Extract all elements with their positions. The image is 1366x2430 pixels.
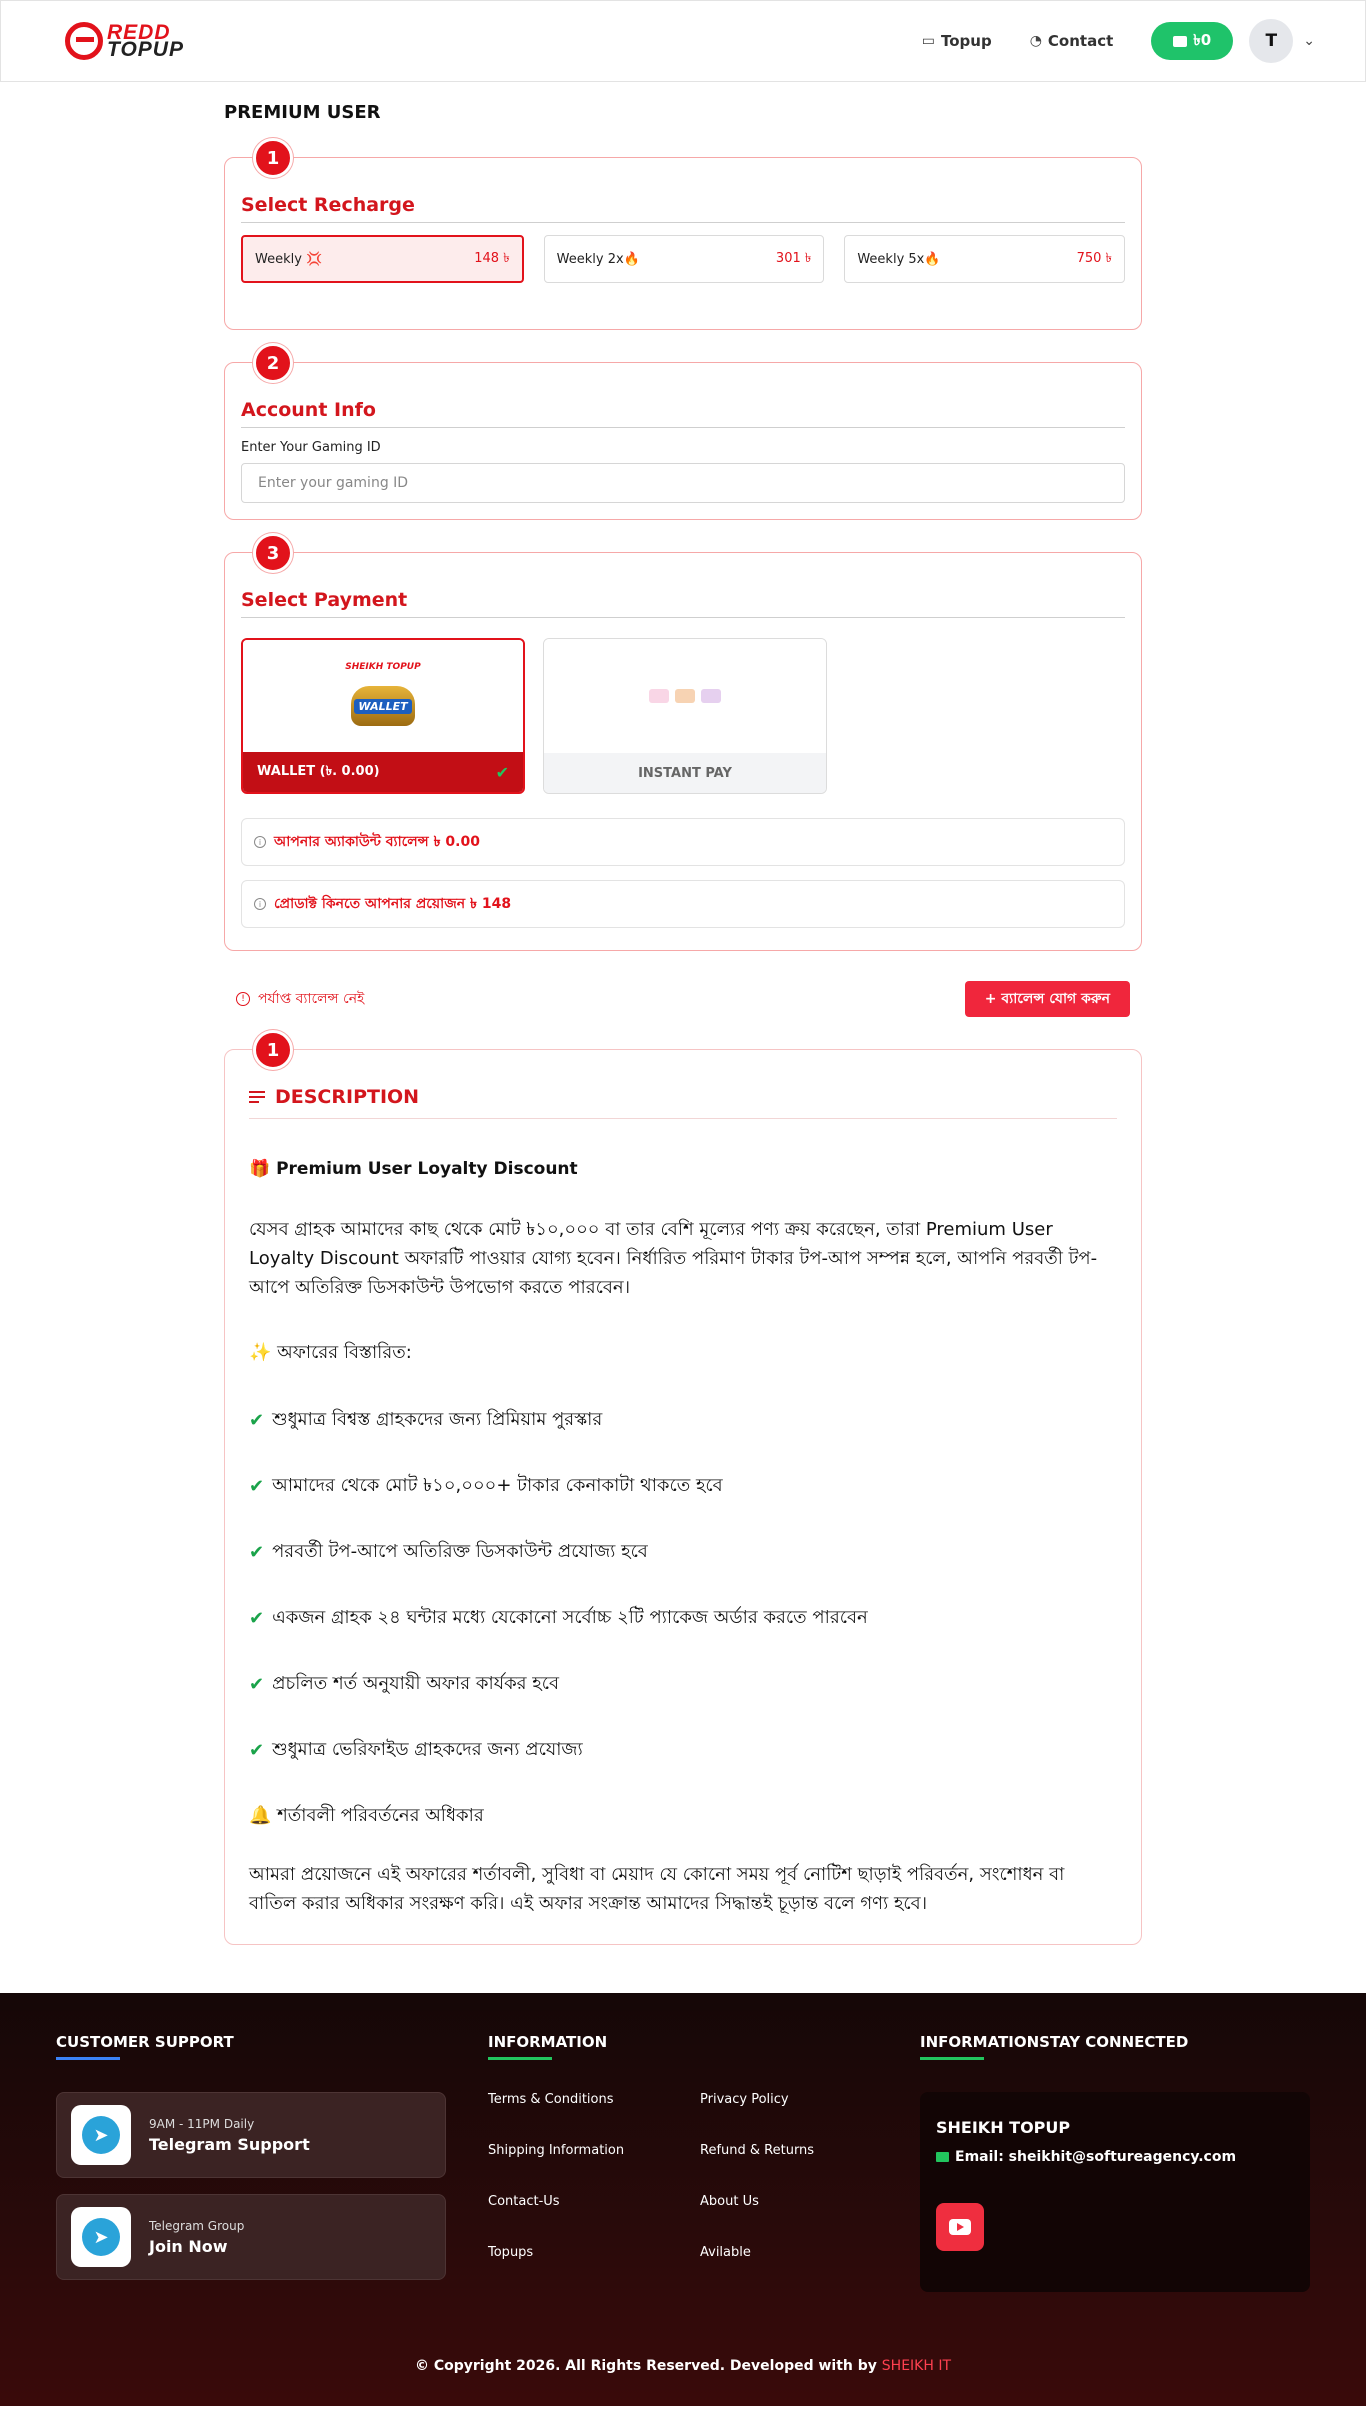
footer-support-column bbox=[56, 2033, 446, 2296]
description-heading: 🎁 Premium User Loyalty Discount bbox=[249, 1159, 578, 1179]
page-title: PREMIUM USER bbox=[224, 102, 381, 123]
recharge-options bbox=[241, 235, 1125, 313]
footer-heading: CUSTOMER SUPPORT bbox=[56, 2033, 234, 2051]
recharge-section bbox=[224, 147, 1142, 330]
list-icon bbox=[249, 1091, 265, 1103]
telegram-icon: ➤ bbox=[82, 2218, 120, 2256]
alert-icon: ! bbox=[236, 992, 250, 1006]
telegram-icon: ➤ bbox=[82, 2116, 120, 2154]
chevron-down-icon[interactable]: ⌄ bbox=[1303, 33, 1315, 49]
recharge-option-weekly-5x[interactable]: Weekly 5x🔥 750 ৳ bbox=[844, 235, 1125, 283]
connect-card bbox=[920, 2092, 1310, 2292]
payment-wallet[interactable]: SHEIKH TOPUP WALLET WALLET (৳. 0.00) ✔ bbox=[241, 638, 525, 794]
footer-info-column bbox=[488, 2033, 878, 2296]
footer-link-topups[interactable]: Topups bbox=[488, 2245, 534, 2260]
check-icon: ✔ bbox=[249, 1674, 265, 1695]
wallet-icon bbox=[1173, 36, 1187, 47]
list-item: ✔ পরবর্তী টপ-আপে অতিরিক্ত ডিসকাউন্ট প্রযোজ্য হবে bbox=[249, 1541, 648, 1563]
site-footer bbox=[0, 1993, 1366, 2406]
section-title: Select Recharge bbox=[241, 194, 1125, 223]
section-title: Account Info bbox=[241, 399, 1125, 428]
recharge-option-weekly-2x[interactable]: Weekly 2x🔥 301 ৳ bbox=[544, 235, 825, 283]
check-icon: ✔ bbox=[249, 1542, 265, 1563]
list-item: ✔ শুধুমাত্র বিশ্বস্ত গ্রাহকদের জন্য প্রিমিয়াম পুরস্কার bbox=[249, 1409, 603, 1431]
account-info-section bbox=[224, 352, 1142, 520]
list-item: ✔ একজন গ্রাহক ২৪ ঘন্টার মধ্যে যেকোনো সর্বোচ্চ ২টি প্যাকেজ অর্ডার করতে পারবেন bbox=[249, 1607, 868, 1629]
check-icon: ✔ bbox=[249, 1410, 265, 1431]
main-nav bbox=[884, 19, 1315, 63]
telegram-support-card[interactable]: ➤ 9AM - 11PM Daily Telegram Support bbox=[56, 2092, 446, 2178]
footer-link-privacy[interactable]: Privacy Policy bbox=[700, 2092, 789, 2107]
bkash-icon bbox=[649, 689, 669, 703]
top-header bbox=[0, 0, 1366, 82]
payment-instant-pay[interactable]: INSTANT PAY bbox=[543, 638, 827, 794]
list-item: ✔ শুধুমাত্র ভেরিফাইড গ্রাহকদের জন্য প্রযোজ্য bbox=[249, 1739, 583, 1761]
footer-connect-column bbox=[920, 2033, 1310, 2296]
avatar[interactable]: T bbox=[1249, 19, 1293, 63]
list-item: ✔ প্রচলিত শর্ত অনুযায়ী অফার কার্যকর হবে bbox=[249, 1673, 559, 1695]
description-paragraph: যেসব গ্রাহক আমাদের কাছ থেকে মোট ৳১০,০০০ বা তার বেশি মূল্যের পণ্য ক্রয় করেছেন, তারা Premium User Loyalty Discount অফারটি পাওয়ার যোগ্য হবেন। নির্ধারিত পরিমাণ টাকার টপ-আপ সম্পন্ন হলে, আপনি পরবর্তী টপ-আপে অতিরিক্ত ডিসকাউন্ট উপভোগ করতে পারবেন। bbox=[249, 1219, 1098, 1298]
telegram-group-card[interactable]: ➤ Telegram Group Join Now bbox=[56, 2194, 446, 2280]
gaming-id-label: Enter Your Gaming ID bbox=[241, 440, 381, 455]
balance-bar bbox=[224, 981, 1142, 1017]
info-icon: i bbox=[254, 898, 266, 910]
wallet-logo: SHEIKH TOPUP WALLET bbox=[345, 662, 421, 730]
offer-details-heading: ✨ অফারের বিস্তারিত: bbox=[249, 1342, 412, 1363]
headset-icon: ◔ bbox=[1029, 33, 1042, 49]
description-title: DESCRIPTION bbox=[249, 1086, 1117, 1119]
footer-link-refund[interactable]: Refund & Returns bbox=[700, 2143, 815, 2158]
youtube-icon bbox=[949, 2219, 971, 2235]
add-balance-button[interactable]: + ব্যালেন্স যোগ করুন bbox=[965, 981, 1130, 1017]
rocket-icon bbox=[701, 689, 721, 703]
instant-pay-logo bbox=[649, 689, 721, 703]
footer-link-contact[interactable]: Contact-Us bbox=[488, 2194, 560, 2209]
recharge-option-weekly[interactable]: Weekly 💢 148 ৳ bbox=[241, 235, 524, 283]
logo-line2: TOPUP bbox=[107, 38, 184, 61]
section-title: Select Payment bbox=[241, 589, 1125, 618]
footer-heading: INFORMATIONSTAY CONNECTED bbox=[920, 2033, 1189, 2051]
rights-paragraph: আমরা প্রয়োজনে এই অফারের শর্তাবলী, সুবিধা বা মেয়াদ যে কোনো সময় পূর্ব নোটিশ ছাড়াই পরিবর্তন, সংশোধন বা বাতিল করার অধিকার সংরক্ষণ করি। এই অফার সংক্রান্ত আমাদের সিদ্ধান্তই চূড়ান্ত বলে গণ্য হবে। bbox=[249, 1864, 1065, 1914]
youtube-button[interactable] bbox=[936, 2203, 984, 2251]
account-balance-info: i আপনার অ্যাকাউন্ট ব্যালেন্স ৳ 0.00 bbox=[241, 818, 1125, 866]
gaming-id-input[interactable] bbox=[241, 463, 1125, 503]
footer-link-about[interactable]: About Us bbox=[700, 2194, 759, 2209]
description-section bbox=[224, 1039, 1142, 1945]
step-badge: 1 bbox=[253, 138, 293, 178]
footer-links bbox=[488, 2092, 878, 2260]
credit-card-icon: ▭ bbox=[921, 33, 935, 49]
footer-link-available[interactable]: Avilable bbox=[700, 2245, 751, 2260]
check-icon: ✔ bbox=[249, 1476, 265, 1497]
required-amount-info: i প্রোডাক্ট কিনতে আপনার প্রয়োজন ৳ 148 bbox=[241, 880, 1125, 928]
site-logo[interactable] bbox=[65, 22, 184, 60]
insufficient-balance-warning: ! পর্যাপ্ত ব্যালেন্স নেই bbox=[236, 987, 364, 1011]
step-badge: 2 bbox=[253, 343, 293, 383]
nav-contact[interactable]: ◔ Contact bbox=[1029, 32, 1114, 50]
payment-methods bbox=[241, 638, 1125, 794]
check-icon: ✔ bbox=[249, 1740, 265, 1761]
contact-email[interactable]: Email: sheikhit@softureagency.com bbox=[936, 2149, 1294, 2165]
developer-link[interactable]: SHEIKH IT bbox=[881, 2358, 952, 2374]
company-name: SHEIKH TOPUP bbox=[936, 2118, 1071, 2137]
nagad-icon bbox=[675, 689, 695, 703]
logo-icon bbox=[65, 22, 103, 60]
copyright: © Copyright 2026. All Rights Reserved. Developed with by SHEIKH IT bbox=[414, 2358, 952, 2374]
rights-heading: 🔔 শর্তাবলী পরিবর্তনের অধিকার bbox=[249, 1805, 484, 1826]
nav-topup[interactable]: ▭ Topup bbox=[921, 32, 992, 50]
wallet-balance-button[interactable]: ৳0 bbox=[1151, 22, 1233, 60]
step-badge: 3 bbox=[253, 533, 293, 573]
footer-heading: INFORMATION bbox=[488, 2033, 608, 2051]
footer-link-shipping[interactable]: Shipping Information bbox=[488, 2143, 625, 2158]
step-badge: 1 bbox=[253, 1030, 293, 1070]
list-item: ✔ আমাদের থেকে মোট ৳১০,০০০+ টাকার কেনাকাটা থাকতে হবে bbox=[249, 1475, 723, 1497]
payment-section bbox=[224, 542, 1142, 951]
mail-icon bbox=[936, 2152, 949, 2162]
offer-details-list bbox=[249, 1405, 1117, 1766]
info-icon: i bbox=[254, 836, 266, 848]
logo-line1: REDD bbox=[107, 21, 171, 44]
check-icon: ✔ bbox=[249, 1608, 265, 1629]
check-icon: ✔ bbox=[495, 762, 509, 782]
footer-link-terms[interactable]: Terms & Conditions bbox=[488, 2092, 614, 2107]
main-content bbox=[224, 82, 1142, 1945]
